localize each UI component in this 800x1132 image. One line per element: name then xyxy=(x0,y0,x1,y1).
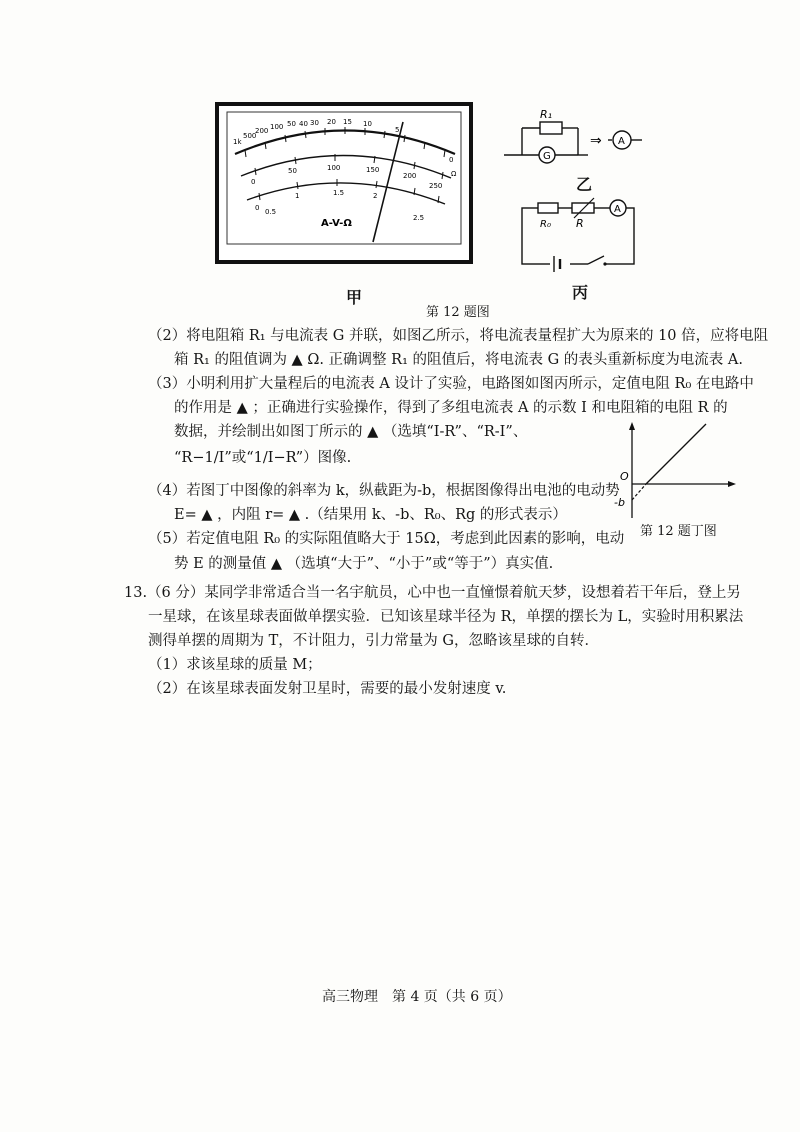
ohm-tick-20: 20 xyxy=(327,118,336,126)
low-tick-0-5: 0.5 xyxy=(265,208,277,216)
label-yi: 乙 xyxy=(576,175,593,194)
ohm-tick-50: 50 xyxy=(287,120,296,128)
circuit-bing xyxy=(514,196,644,274)
q12-part3-line2: 的作用是 ▲ ；正确进行实验操作，得到了多组电流表 A 的示数 I 和电阻箱的电阻 R 的 xyxy=(174,400,728,416)
low-tick-1: 1 xyxy=(295,192,300,200)
graph-ding xyxy=(610,420,740,524)
q12-part3-line3: 数据，并绘制出如图丁所示的 ▲ （选填“I-R”、“R-I”、 xyxy=(174,424,528,440)
low-tick-0: 0 xyxy=(255,204,260,212)
q12-part2-line2: 箱 R₁ 的阻值调为 ▲ Ω. 正确调整 R₁ 的阻值后，将电流表 G 的表头重新标度为电流表 A. xyxy=(174,352,743,368)
ohm-unit: Ω xyxy=(451,170,457,178)
q12-part4-line1: （4）若图丁中图像的斜率为 k，纵截距为-b，根据图像得出电池的电动势 xyxy=(148,483,620,499)
q13-line3: 测得单摆的周期为 T，不计阻力，引力常量为 G，忽略该星球的自转． xyxy=(148,633,599,649)
label-a-bing: A xyxy=(614,204,621,215)
ohm-tick-10: 10 xyxy=(363,120,372,128)
ohm-tick-200: 200 xyxy=(255,127,269,135)
q12-part5-line1: （5）若定值电阻 R₀ 的实际阻值略大于 15Ω，考虑到此因素的影响，电动 xyxy=(148,531,625,547)
label-r0: R₀ xyxy=(540,219,551,230)
mid-tick-250: 250 xyxy=(429,182,443,190)
q13-sub1: （1）求该星球的质量 M； xyxy=(148,657,322,673)
multimeter-figure xyxy=(215,102,473,264)
ohm-tick-100: 100 xyxy=(270,123,284,131)
q13-sub2: （2）在该星球表面发射卫星时，需要的最小发射速度 v. xyxy=(148,681,507,697)
label-r1: R₁ xyxy=(540,108,553,121)
q13-line2: 一星球，在该星球表面做单摆实验．已知该星球半径为 R，单摆的摆长为 L，实验时用积累法 xyxy=(148,609,744,625)
label-a-yi: A xyxy=(618,136,625,147)
ohm-tick-0: 0 xyxy=(449,156,454,164)
mid-tick-0: 0 xyxy=(251,178,256,186)
label-g: G xyxy=(543,151,551,162)
label-r: R xyxy=(576,217,584,230)
graph-caption: 第 12 题丁图 xyxy=(640,524,717,539)
ohm-tick-40: 40 xyxy=(299,120,308,128)
low-tick-2: 2 xyxy=(373,192,378,200)
label-jia: 甲 xyxy=(346,288,363,307)
page-footer: 高三物理 第 4 页（共 6 页） xyxy=(322,989,512,1005)
figure-caption: 第 12 题图 xyxy=(426,305,490,320)
circuit-yi xyxy=(494,100,644,172)
low-tick-2-5: 2.5 xyxy=(413,214,425,222)
ohm-tick-30: 30 xyxy=(310,119,319,127)
q12-part5-line2: 势 E 的测量值 ▲ （选填“大于”、“小于”或“等于”）真实值. xyxy=(174,556,554,572)
mid-tick-100: 100 xyxy=(327,164,341,172)
q12-part4-line2: E= ▲ ，内阻 r= ▲ .（结果用 k、-b、R₀、Rg 的形式表示） xyxy=(174,507,567,523)
ohm-tick-1k: 1k xyxy=(233,138,242,146)
label-bing: 丙 xyxy=(572,283,589,302)
q13-line1: 13.（6 分）某同学非常适合当一名宇航员，心中也一直憧憬着航天梦，设想着若干年后，登上另 xyxy=(124,585,741,601)
graph-origin: O xyxy=(620,470,629,483)
q12-part3-line4: “R−1/I”或“1/I−R”）图像. xyxy=(174,450,352,466)
ohm-tick-5: 5 xyxy=(395,126,400,134)
graph-intercept: -b xyxy=(614,496,625,509)
ohm-tick-15: 15 xyxy=(343,118,352,126)
low-tick-1-5: 1.5 xyxy=(333,189,345,197)
mid-tick-50: 50 xyxy=(288,167,297,175)
mid-tick-200: 200 xyxy=(403,172,417,180)
mid-tick-150: 150 xyxy=(366,166,380,174)
ohm-tick-500: 500 xyxy=(243,132,257,140)
q12-part2-line1: （2）将电阻箱 R₁ 与电流表 G 并联，如图乙所示，将电流表量程扩大为原来的 10 倍，应将电阻 xyxy=(148,328,769,344)
arrow-equivalent: ⇒ xyxy=(590,133,602,149)
q12-part3-line1: （3）小明利用扩大量程后的电流表 A 设计了实验，电路图如图丙所示，定值电阻 R₀ 在电路中 xyxy=(148,376,754,392)
meter-scale-label: A-V-Ω xyxy=(321,218,352,229)
